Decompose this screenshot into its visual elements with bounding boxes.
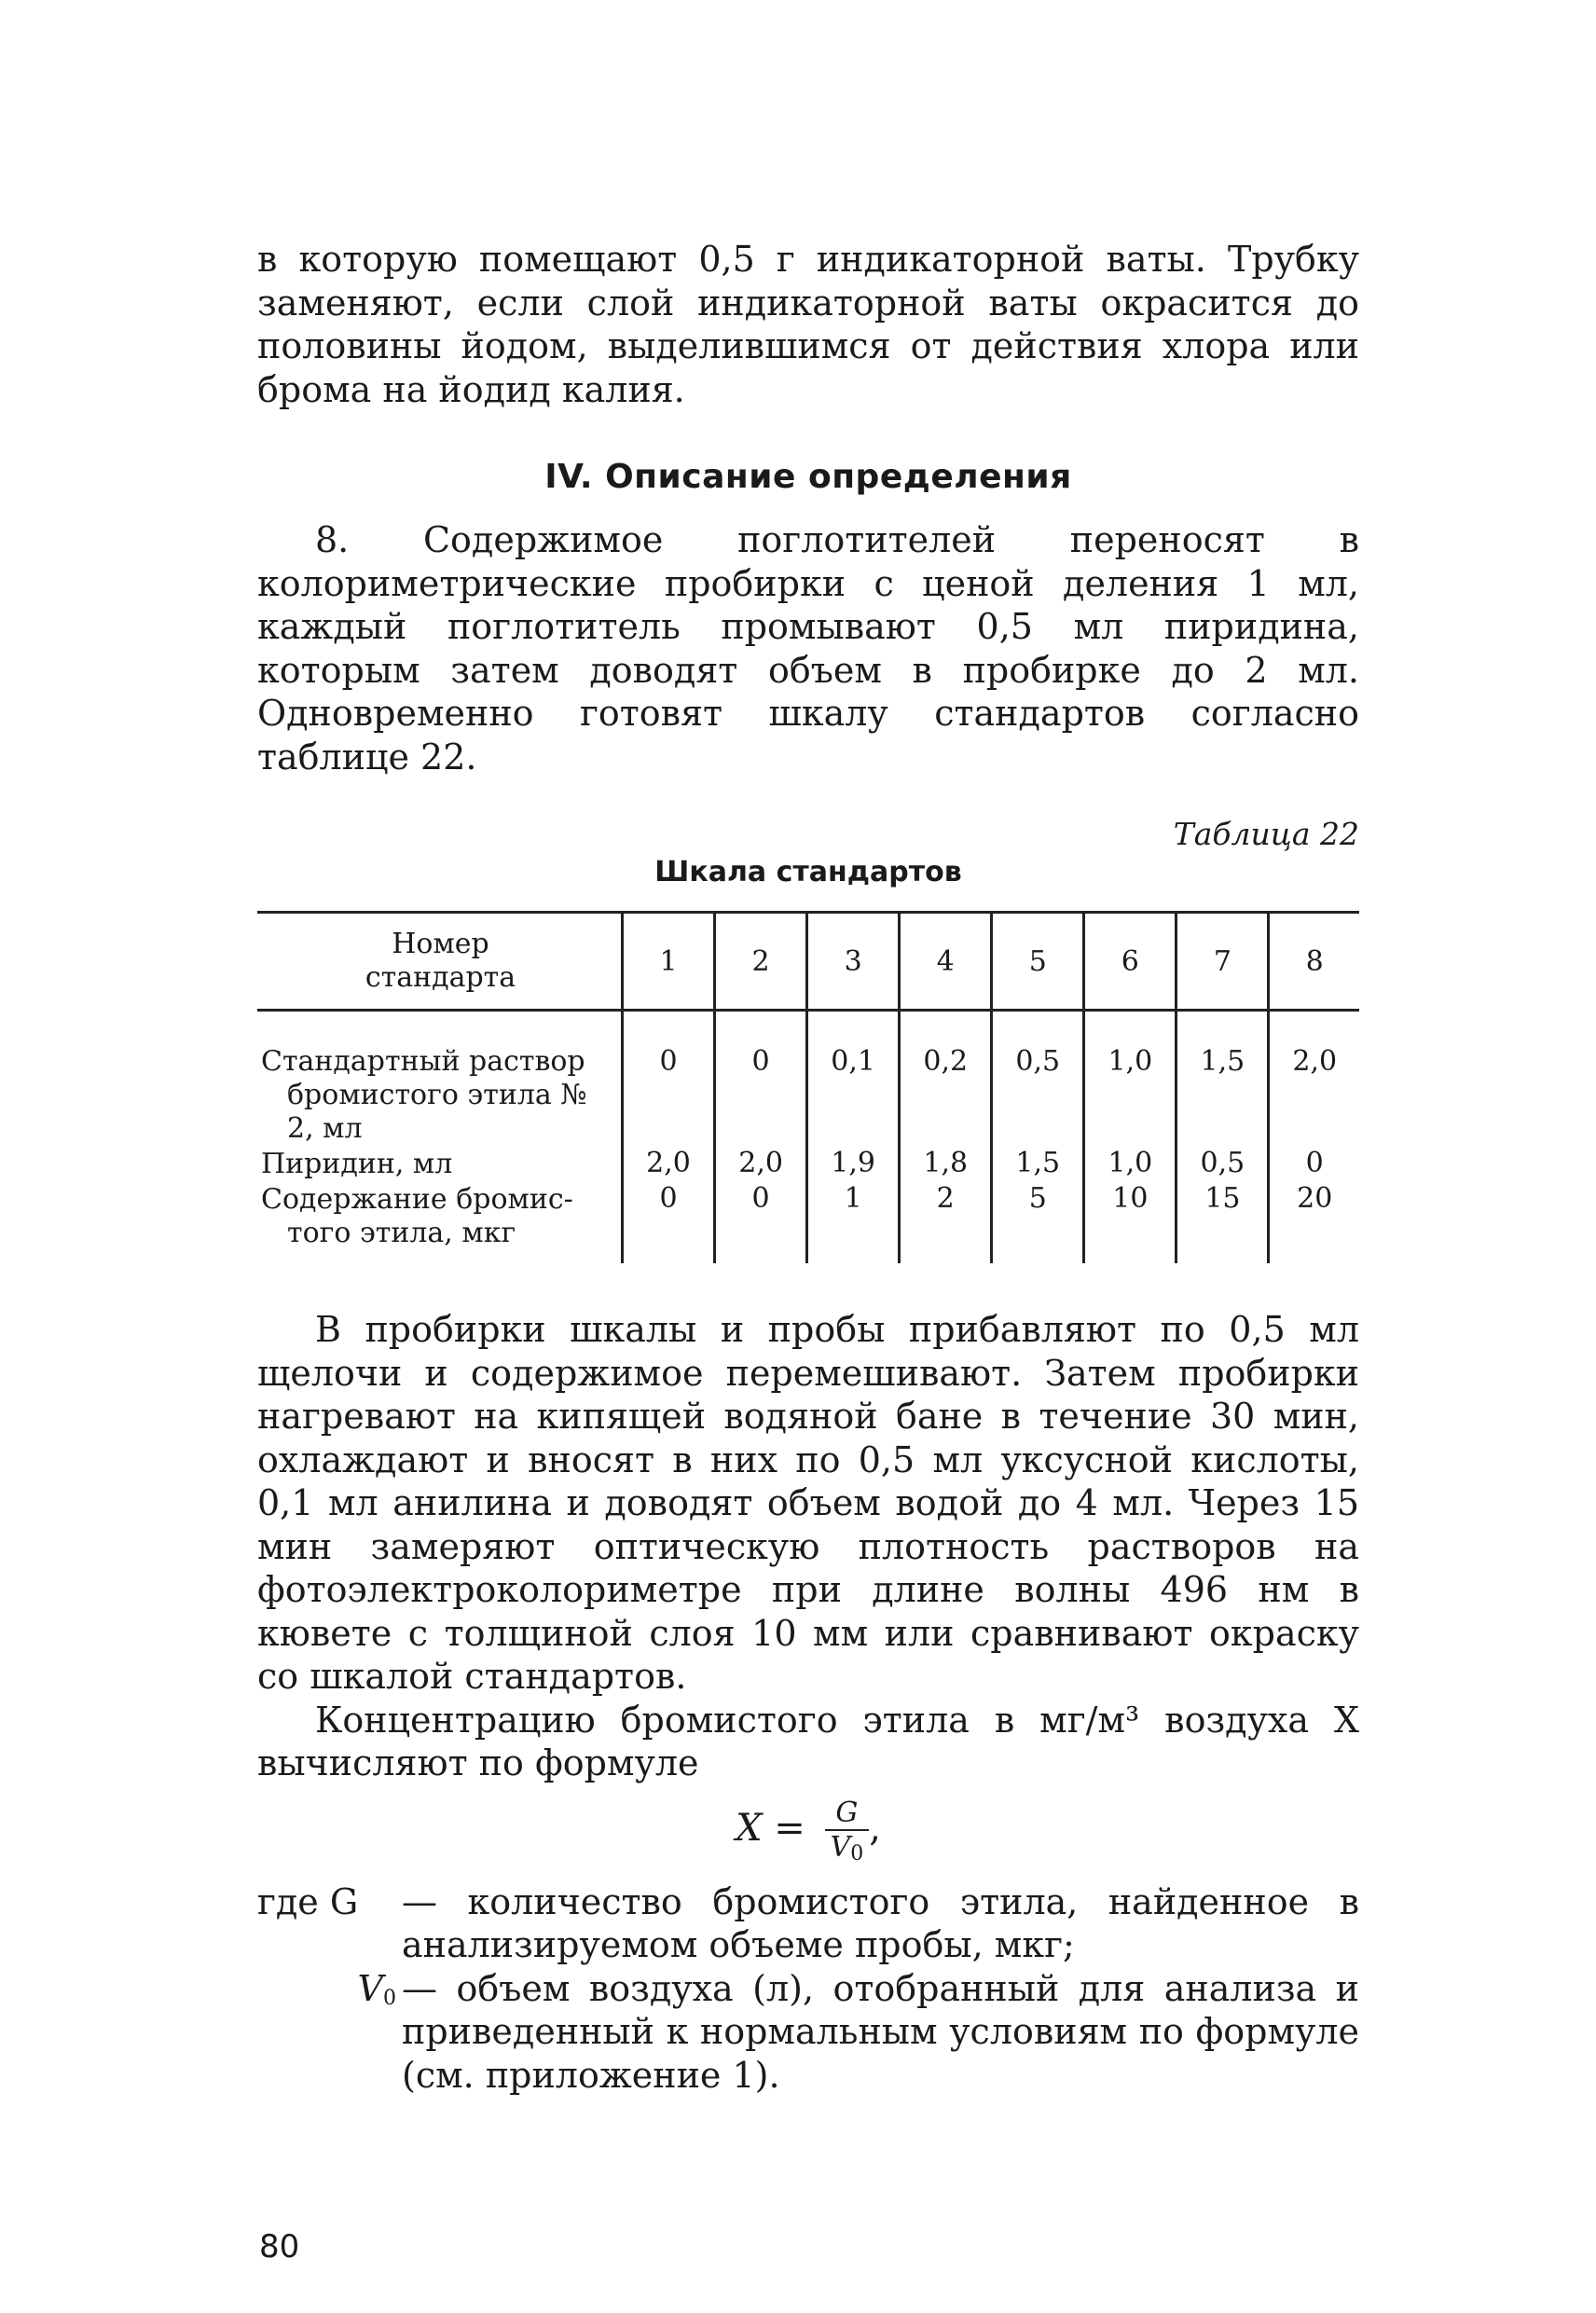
table-cell: 0 xyxy=(715,1011,807,1148)
table-cell: 2,0 xyxy=(715,1147,807,1182)
definition-g-text: — количество бромистого этила, найденное в анализируемом объеме пробы, мкг; xyxy=(402,1880,1359,1965)
paragraph-8: 8. Содержимое поглотителей переносят в колориметрические пробирки с ценой деления 1 мл, каждый поглотитель промывают 0,5 мл пиридина, которым затем доводят объем в пробирке до 2 мл. Одновременно готовят шкалу стандартов согласно таблице 22. xyxy=(257,519,1359,778)
table-cell: 0,2 xyxy=(900,1011,992,1148)
table-cell: 0,5 xyxy=(992,1011,1084,1148)
definition-v0-term: V0 xyxy=(357,1967,396,2010)
table-cell: 1,5 xyxy=(1176,1011,1269,1148)
table-cell: 1,9 xyxy=(807,1147,900,1182)
definition-g-term: где G xyxy=(257,1880,359,1922)
table-cell: 0 xyxy=(1269,1147,1359,1182)
header-col-6: 6 xyxy=(1084,913,1176,1011)
definition-v0 xyxy=(257,1967,1359,2098)
table-row xyxy=(257,1011,1359,1148)
header-col-4: 4 xyxy=(900,913,992,1011)
definition-v0-text: — объем воздуха (л), отобранный для анализа и приведенный к нормальным условиям по формуле (см. приложение 1). xyxy=(402,1967,1359,2096)
table-cell: 10 xyxy=(1084,1182,1176,1263)
formula-equals: = xyxy=(774,1806,805,1850)
table-cell: 1,0 xyxy=(1084,1011,1176,1148)
header-col-1: 1 xyxy=(623,913,715,1011)
formula-fraction xyxy=(825,1797,870,1866)
header-col-8: 8 xyxy=(1269,913,1359,1011)
table-cell: 0 xyxy=(623,1182,715,1263)
table-cell: 1 xyxy=(807,1182,900,1263)
table-cell: 0 xyxy=(715,1182,807,1263)
row-label: Пиридин, мл xyxy=(261,1148,453,1180)
table-cell: 1,8 xyxy=(900,1147,992,1182)
table-cell: 0,1 xyxy=(807,1011,900,1148)
table-cell: 1,0 xyxy=(1084,1147,1176,1182)
paragraph-after-table: В пробирки шкалы и пробы прибавляют по 0,5 мл щелочи и содержимое перемешивают. Затем пробирки нагревают на кипящей водяной бане в течение 30 мин, охлаждают и вносят в них по 0,5 мл уксусной кислоты, 0,1 мл анилина и доводят объем водой до 4 мл. Через 15 мин замеряют оптическую плотность растворов на фотоэлектроколориметре при длине волны 496 нм в кювете с толщиной слоя 10 мм или сравнивают окраску со шкалой стандартов. xyxy=(257,1309,1359,1697)
header-label: Номер стандарта xyxy=(365,928,516,994)
table-title: Шкала стандартов xyxy=(654,856,962,888)
table-cell: 15 xyxy=(1176,1182,1269,1263)
header-col-2: 2 xyxy=(715,913,807,1011)
table-cell: 2,0 xyxy=(1269,1011,1359,1148)
concentration-text: Концентрацию бромистого этила в мг/м³ воздуха X вычисляют по формуле xyxy=(257,1699,1359,1783)
header-col-3: 3 xyxy=(807,913,900,1011)
table-cell: 5 xyxy=(992,1182,1084,1263)
page-number: 80 xyxy=(259,2228,300,2265)
formula-comma: , xyxy=(869,1806,881,1850)
section-title: IV. Описание определения xyxy=(544,458,1072,496)
table-cell: 2,0 xyxy=(623,1147,715,1182)
row-label: Содержание бромис- того этила, мкг xyxy=(261,1183,573,1249)
table-cell: 20 xyxy=(1269,1182,1359,1263)
table-row xyxy=(257,1147,1359,1182)
formula-denominator: V0 xyxy=(830,1830,864,1866)
table-cell: 0 xyxy=(623,1011,715,1148)
definition-g xyxy=(257,1880,1359,1967)
document-page xyxy=(257,238,1359,2097)
row-label: Стандартный раствор бромистого этила № 2, мл xyxy=(261,1045,587,1145)
standards-table xyxy=(257,911,1359,1263)
formula-numerator: G xyxy=(825,1797,870,1831)
table-header-row xyxy=(257,913,1359,1011)
formula-lhs: X xyxy=(736,1806,763,1850)
table-cell: 1,5 xyxy=(992,1147,1084,1182)
table-cell: 0,5 xyxy=(1176,1147,1269,1182)
intro-paragraph: в которую помещают 0,5 г индикаторной ваты. Трубку заменяют, если слой индикаторной ваты окрасится до половины йодом, выделившимся от действия хлора или брома на йодид калия. xyxy=(257,239,1359,410)
table-label: Таблица 22 xyxy=(1173,816,1359,852)
header-col-7: 7 xyxy=(1176,913,1269,1011)
table-cell: 2 xyxy=(900,1182,992,1263)
header-col-5: 5 xyxy=(992,913,1084,1011)
table-row xyxy=(257,1182,1359,1263)
formula xyxy=(257,1797,1359,1866)
